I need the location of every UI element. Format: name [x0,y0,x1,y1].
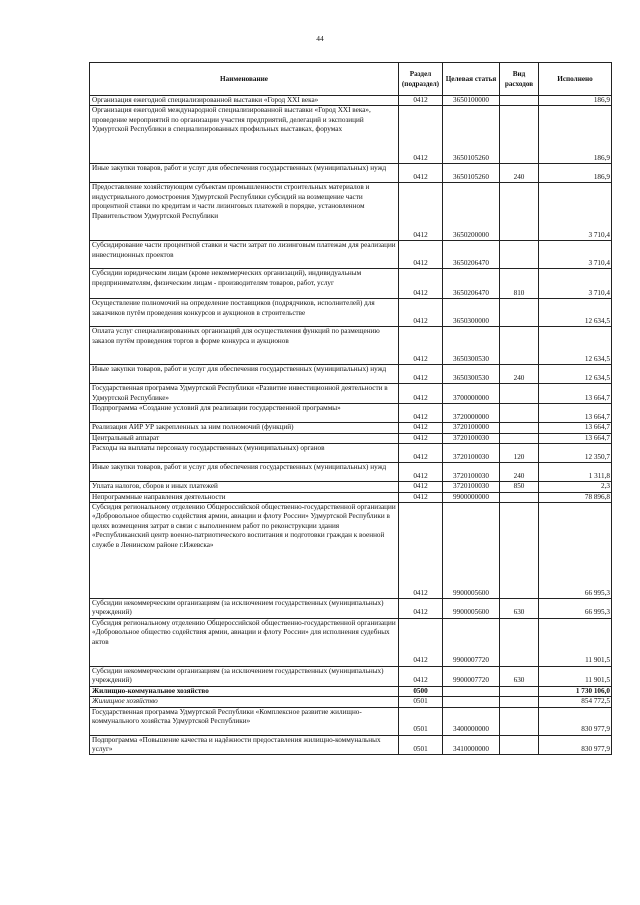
row-section-cell: 0412 [399,327,443,365]
row-name-cell: Субсидии некоммерческим организациям (за исключением государственных (муниципальных) учреждений) [90,666,399,686]
row-section-cell: 0412 [399,384,443,404]
row-done-cell: 13 664,7 [539,384,612,404]
row-kind-cell [500,327,539,365]
table-row [90,269,612,299]
header-target: Целевая статья [443,63,500,96]
row-done-cell: 3 710,4 [539,183,612,241]
row-section-cell: 0412 [399,599,443,619]
row-done-cell: 66 995,3 [539,503,612,599]
row-target-cell: 3720100030 [443,463,500,482]
row-done-cell: 11 901,5 [539,618,612,666]
row-done-cell: 1 730 106,0 [539,686,612,696]
row-name-cell: Оплата услуг специализированных организаций для осуществления функций по размещению заказов путём проведения торгов в форме конкурса и аукционов [90,327,399,365]
row-target-cell: 3650300530 [443,365,500,384]
row-done-cell: 13 664,7 [539,433,612,443]
row-name-cell: Расходы на выплаты персоналу государственных (муниципальных) органов [90,444,399,463]
table-row [90,327,612,365]
row-target-cell: 9900005600 [443,503,500,599]
row-done-cell: 854 772,5 [539,697,612,707]
row-done-cell: 186,9 [539,106,612,164]
row-target-cell: 3650100000 [443,96,500,106]
row-target-cell: 9900000000 [443,492,500,502]
table-row [90,618,612,666]
row-target-cell: 3650105260 [443,164,500,183]
table-row [90,463,612,482]
header-kind: Вид расходов [500,63,539,96]
row-kind-cell [500,618,539,666]
row-name-cell: Непрограммные направления деятельности [90,492,399,502]
row-done-cell: 13 664,7 [539,404,612,423]
row-section-cell: 0412 [399,164,443,183]
row-section-cell: 0412 [399,269,443,299]
row-section-cell: 0412 [399,444,443,463]
row-section-cell: 0412 [399,492,443,502]
row-kind-cell: 630 [500,599,539,619]
row-section-cell: 0412 [399,618,443,666]
table-row [90,433,612,443]
row-kind-cell [500,503,539,599]
row-kind-cell: 240 [500,365,539,384]
row-kind-cell [500,404,539,423]
row-section-cell: 0412 [399,503,443,599]
row-done-cell: 830 977,9 [539,735,612,755]
row-name-cell: Осуществление полномочий на определение поставщиков (подрядчиков, исполнителей) для заказчиков путём проведения конкурсов и аукционов в строительстве [90,299,399,327]
row-done-cell: 11 901,5 [539,666,612,686]
row-name-cell: Предоставление хозяйствующим субъектам промышленности строительных материалов и индустриального домостроения Удмуртской Республики субсидий на возмещение части процентной ставки по кредитам и части лизинговых платежей в порядке, установленном Правительством Удмуртской Республики [90,183,399,241]
row-done-cell: 830 977,9 [539,707,612,735]
row-done-cell: 12 634,5 [539,365,612,384]
table-row [90,503,612,599]
row-section-cell: 0412 [399,96,443,106]
row-target-cell: 3650105260 [443,106,500,164]
row-section-cell: 0501 [399,735,443,755]
table-row [90,599,612,619]
row-section-cell: 0412 [399,241,443,269]
table-row [90,404,612,423]
row-kind-cell: 240 [500,463,539,482]
row-kind-cell [500,697,539,707]
row-name-cell: Государственная программа Удмуртской Республики «Комплексное развитие жилищно-коммунального хозяйства Удмуртской Республики» [90,707,399,735]
row-done-cell: 78 896,8 [539,492,612,502]
row-target-cell: 3650200000 [443,183,500,241]
row-kind-cell [500,384,539,404]
row-section-cell: 0412 [399,299,443,327]
row-done-cell: 186,9 [539,164,612,183]
table-row [90,365,612,384]
row-target-cell [443,686,500,696]
row-target-cell: 9900007720 [443,618,500,666]
row-done-cell: 12 634,5 [539,327,612,365]
row-name-cell: Иные закупки товаров, работ и услуг для обеспечения государственных (муниципальных) нужд [90,365,399,384]
row-done-cell: 3 710,4 [539,269,612,299]
row-done-cell: 13 664,7 [539,423,612,433]
page-number: 44 [316,34,324,43]
row-kind-cell [500,423,539,433]
table-row [90,96,612,106]
row-kind-cell: 630 [500,666,539,686]
row-done-cell: 66 995,3 [539,599,612,619]
table-row [90,707,612,735]
header-section: Раздел (подраздел) [399,63,443,96]
row-name-cell: Реализация АИР УР закрепленных за ним полномочий (функций) [90,423,399,433]
row-kind-cell [500,492,539,502]
row-kind-cell: 810 [500,269,539,299]
row-target-cell: 3400000000 [443,707,500,735]
row-target-cell: 3720100030 [443,444,500,463]
row-target-cell: 9900007720 [443,666,500,686]
table-row [90,423,612,433]
row-done-cell: 12 634,5 [539,299,612,327]
row-target-cell: 3720100030 [443,482,500,492]
row-done-cell: 1 311,8 [539,463,612,482]
row-name-cell: Субсидия региональному отделению Общероссийской общественно-государственной организации «Добровольное общество содействия армии, авиации и флоту России» Удмуртской Республики в целях возмещения затрат в связи с выполнением работ по реконструкции здания «Республиканский центр военно-патриотического воспитания и подготовки граждан к военной службе в Ленинском районе г.Ижевска» [90,503,399,599]
table-header-row [90,63,612,96]
row-section-cell: 0501 [399,707,443,735]
row-target-cell: 3700000000 [443,384,500,404]
table-body [90,96,612,755]
header-done: Исполнено [539,63,612,96]
row-section-cell: 0501 [399,697,443,707]
row-target-cell: 3410000000 [443,735,500,755]
table-row [90,492,612,502]
row-kind-cell: 240 [500,164,539,183]
table-row [90,183,612,241]
row-target-cell: 9900005600 [443,599,500,619]
row-name-cell: Уплата налогов, сборов и иных платежей [90,482,399,492]
row-name-cell: Подпрограмма «Повышение качества и надёжности предоставления жилищно-коммунальных услуг» [90,735,399,755]
row-target-cell: 3720100030 [443,433,500,443]
row-kind-cell [500,241,539,269]
row-kind-cell: 120 [500,444,539,463]
row-target-cell: 3650206470 [443,269,500,299]
row-kind-cell [500,686,539,696]
row-name-cell: Субсидирование части процентной ставки и части затрат по лизинговым платежам для реализации инвестиционных проектов [90,241,399,269]
row-section-cell: 0412 [399,423,443,433]
row-kind-cell [500,707,539,735]
row-name-cell: Государственная программа Удмуртской Республики «Развитие инвестиционной деятельности в Удмуртской Республике» [90,384,399,404]
budget-execution-table [89,62,612,755]
row-name-cell: Иные закупки товаров, работ и услуг для обеспечения государственных (муниципальных) нужд [90,164,399,183]
table-row [90,444,612,463]
row-name-cell: Субсидии юридическим лицам (кроме некоммерческих организаций), индивидуальным предпринимателям, физическим лицам - производителям товаров, работ, услуг [90,269,399,299]
table-row [90,164,612,183]
row-target-cell: 3650206470 [443,241,500,269]
row-target-cell: 3650300530 [443,327,500,365]
row-done-cell: 2,3 [539,482,612,492]
row-name-cell: Центральный аппарат [90,433,399,443]
row-kind-cell: 850 [500,482,539,492]
row-name-cell: Жилищное хозяйство [90,697,399,707]
row-kind-cell [500,96,539,106]
row-section-cell: 0412 [399,482,443,492]
table-row [90,106,612,164]
table-row [90,735,612,755]
row-name-cell: Жилищно-коммунальное хозяйство [90,686,399,696]
row-done-cell: 3 710,4 [539,241,612,269]
row-section-cell: 0412 [399,666,443,686]
row-kind-cell [500,183,539,241]
table-row [90,299,612,327]
row-target-cell [443,697,500,707]
row-kind-cell [500,106,539,164]
row-section-cell: 0412 [399,463,443,482]
row-target-cell: 3720000000 [443,404,500,423]
row-name-cell: Субсидия региональному отделению Общероссийской общественно-государственной организации «Добровольное общество содействия армии, авиации и флоту России» для исполнения судебных актов [90,618,399,666]
row-section-cell: 0412 [399,106,443,164]
table-row [90,697,612,707]
row-section-cell: 0412 [399,183,443,241]
row-kind-cell [500,299,539,327]
row-name-cell: Субсидии некоммерческим организациям (за исключением государственных (муниципальных) учреждений) [90,599,399,619]
row-done-cell: 186,9 [539,96,612,106]
row-kind-cell [500,735,539,755]
row-target-cell: 3650300000 [443,299,500,327]
table-row [90,666,612,686]
row-section-cell: 0412 [399,433,443,443]
table-row [90,482,612,492]
row-section-cell: 0500 [399,686,443,696]
table-row [90,686,612,696]
row-name-cell: Иные закупки товаров, работ и услуг для обеспечения государственных (муниципальных) нужд [90,463,399,482]
row-section-cell: 0412 [399,365,443,384]
row-name-cell: Организация ежегодной специализированной выставки «Город XXI века» [90,96,399,106]
header-name: Наименование [90,63,399,96]
row-section-cell: 0412 [399,404,443,423]
table-row [90,384,612,404]
row-done-cell: 12 350,7 [539,444,612,463]
row-target-cell: 3720100000 [443,423,500,433]
table-row [90,241,612,269]
row-name-cell: Организация ежегодной международной специализированной выставки «Город XXI века», проведение мероприятий по организации участия предприятий, делегаций и экспозиций Удмуртской Республики в специализированных профильных выставках, форумах [90,106,399,164]
row-name-cell: Подпрограмма «Создание условий для реализации государственной программы» [90,404,399,423]
row-kind-cell [500,433,539,443]
